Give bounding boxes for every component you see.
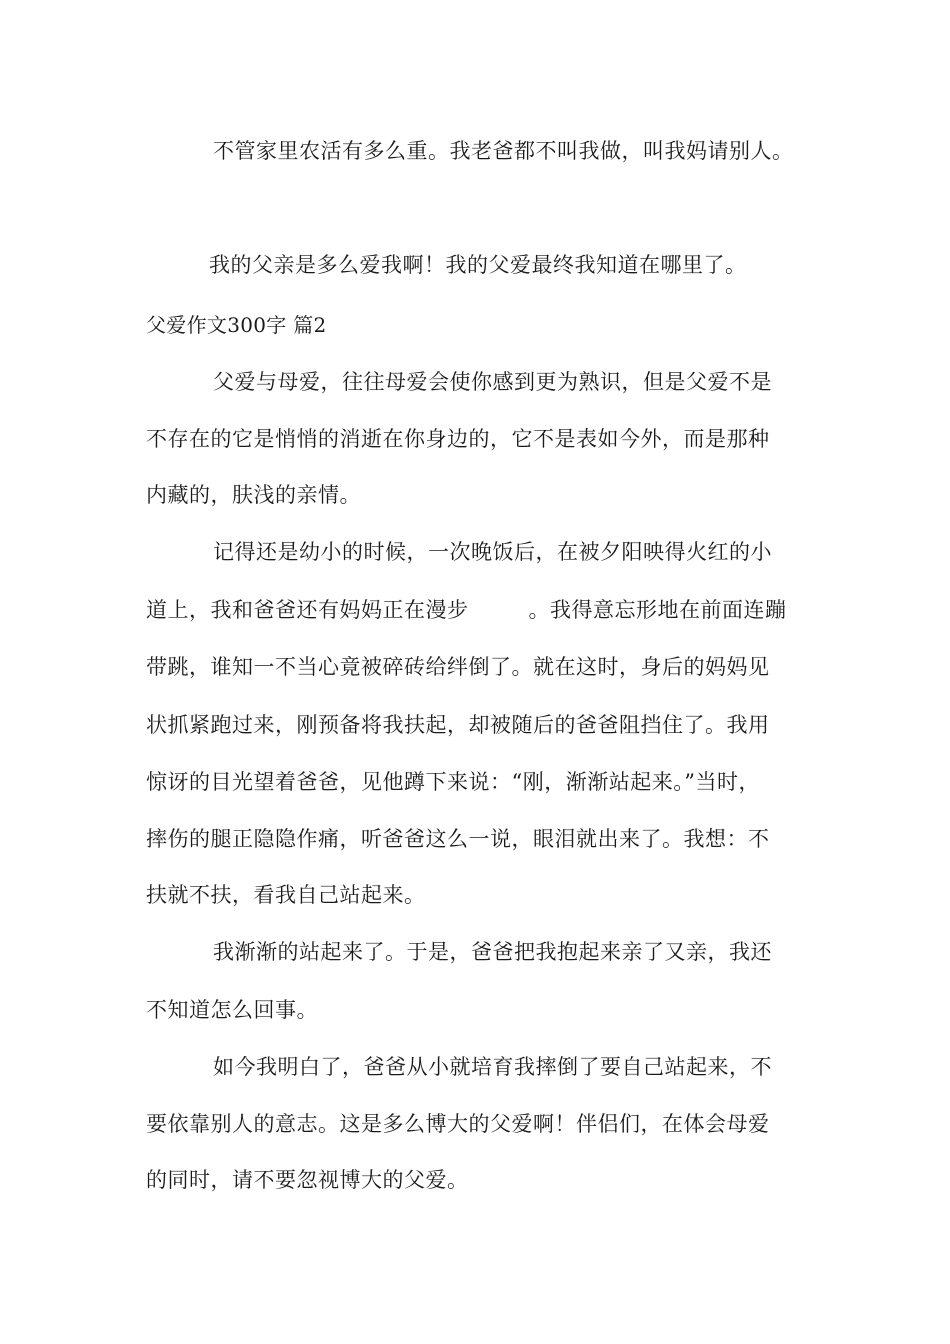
paragraph-line-part: 。我得意忘形地在前面连蹦 [528, 598, 787, 622]
paragraph-line: 父爱与母爱，往往母爱会使你感到更为熟识，但是父爱不是 [213, 370, 772, 394]
paragraph-line: 内藏的，肤浅的亲情。 [146, 483, 361, 507]
paragraph-line: 带跳，谁知一不当心竟被碎砖给绊倒了。就在这时，身后的妈妈见 [146, 655, 770, 679]
paragraph-line-part: 道上，我和爸爸还有妈妈正在漫步 [146, 598, 469, 622]
paragraph-intro-1: 不管家里农活有多么重。我老爸都不叫我做，叫我妈请别人。 [213, 139, 794, 163]
paragraph-line: 惊讶的目光望着爸爸，见他蹲下来说：“刚，渐渐站起来。”当时， [146, 770, 760, 794]
paragraph-line: 扶就不扶，看我自己站起来。 [146, 883, 426, 907]
paragraph-line: 记得还是幼小的时候，一次晚饭后，在被夕阳映得火红的小 [213, 540, 772, 564]
paragraph-line: 如今我明白了，爸爸从小就培育我摔倒了要自己站起来，不 [213, 1055, 772, 1079]
paragraph-line: 状抓紧跑过来，刚预备将我扶起，却被随后的爸爸阻挡住了。我用 [146, 713, 770, 737]
paragraph-line: 不知道怎么回事。 [146, 998, 318, 1022]
paragraph-line: 我渐渐的站起来了。于是，爸爸把我抱起来亲了又亲，我还 [213, 940, 772, 964]
paragraph-intro-2: 我的父亲是多么爱我啊！我的父爱最终我知道在哪里了。 [209, 253, 747, 277]
section-heading: 父爱作文300字 篇2 [146, 313, 327, 337]
paragraph-line: 摔伤的腿正隐隐作痛，听爸爸这么一说，眼泪就出来了。我想：不 [146, 827, 770, 851]
paragraph-line: 的同时，请不要忽视博大的父爱。 [146, 1168, 469, 1192]
paragraph-line [146, 596, 787, 624]
paragraph-line: 不存在的它是悄悄的消逝在你身边的，它不是表如今外，而是那种 [146, 427, 770, 451]
paragraph-line: 要依靠别人的意志。这是多么博大的父爱啊！伴侣们，在体会母爱 [146, 1112, 770, 1136]
